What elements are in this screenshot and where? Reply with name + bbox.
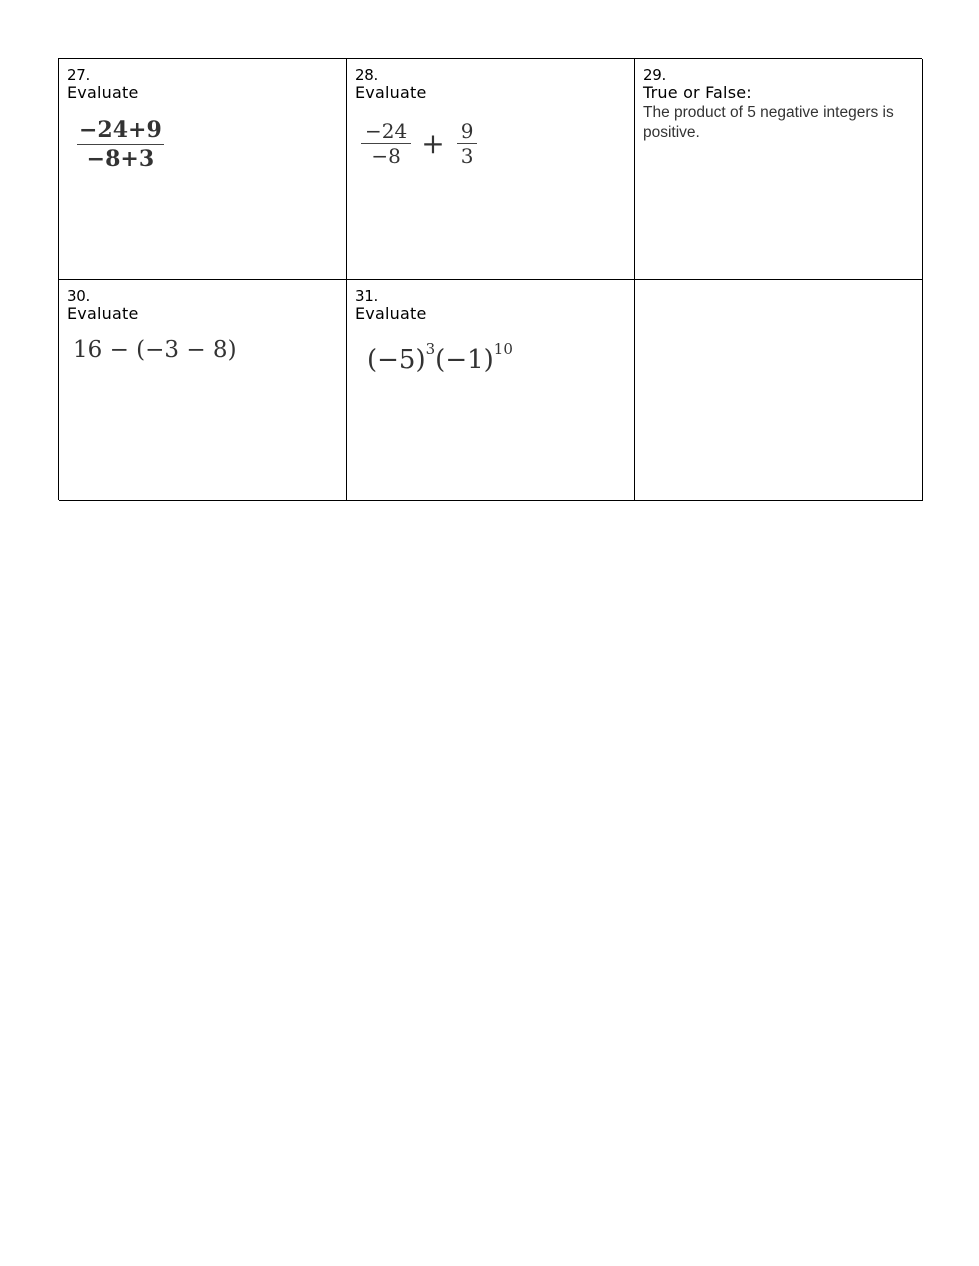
subtraction-expression: 16 − (−3 − 8) bbox=[73, 337, 237, 363]
problem-number: 31. bbox=[355, 287, 378, 305]
problem-cell-28 bbox=[347, 59, 635, 280]
power-base-first: (−5) bbox=[367, 345, 426, 375]
problem-number: 30. bbox=[67, 287, 90, 305]
fraction-first bbox=[361, 120, 411, 167]
problem-cell-27 bbox=[59, 59, 347, 280]
problem-instruction: Evaluate bbox=[355, 304, 427, 323]
problem-cell-29 bbox=[635, 59, 923, 280]
fraction-sum-expression bbox=[361, 120, 477, 167]
fraction-second bbox=[457, 120, 478, 167]
problem-statement: The product of 5 negative integers is positive. bbox=[643, 104, 894, 141]
problem-cell-31 bbox=[347, 280, 635, 501]
fraction bbox=[77, 117, 164, 172]
fraction-denominator: 3 bbox=[460, 144, 474, 168]
problem-number: 28. bbox=[355, 66, 378, 84]
fraction-numerator: 9 bbox=[457, 120, 478, 144]
empty-cell bbox=[635, 280, 923, 501]
power-exponent-first: 3 bbox=[425, 340, 436, 358]
fraction-numerator: −24 bbox=[361, 120, 411, 144]
problem-instruction: Evaluate bbox=[67, 83, 139, 102]
problem-table bbox=[58, 58, 922, 500]
problem-instruction: Evaluate bbox=[355, 83, 427, 102]
power-expression bbox=[367, 342, 513, 378]
fraction-numerator: −24+9 bbox=[79, 117, 162, 143]
power-base-second: (−1) bbox=[435, 345, 494, 375]
problem-number: 29. bbox=[643, 66, 666, 84]
plus-operator: + bbox=[421, 126, 445, 160]
problem-cell-30 bbox=[59, 280, 347, 501]
problem-instruction: Evaluate bbox=[67, 304, 139, 323]
problem-number: 27. bbox=[67, 66, 90, 84]
fraction-expression bbox=[77, 117, 164, 172]
problem-instruction: True or False: bbox=[643, 83, 752, 102]
fraction-denominator: −8+3 bbox=[86, 146, 155, 172]
power-exponent-second: 10 bbox=[493, 340, 513, 358]
fraction-denominator: −8 bbox=[371, 144, 401, 168]
